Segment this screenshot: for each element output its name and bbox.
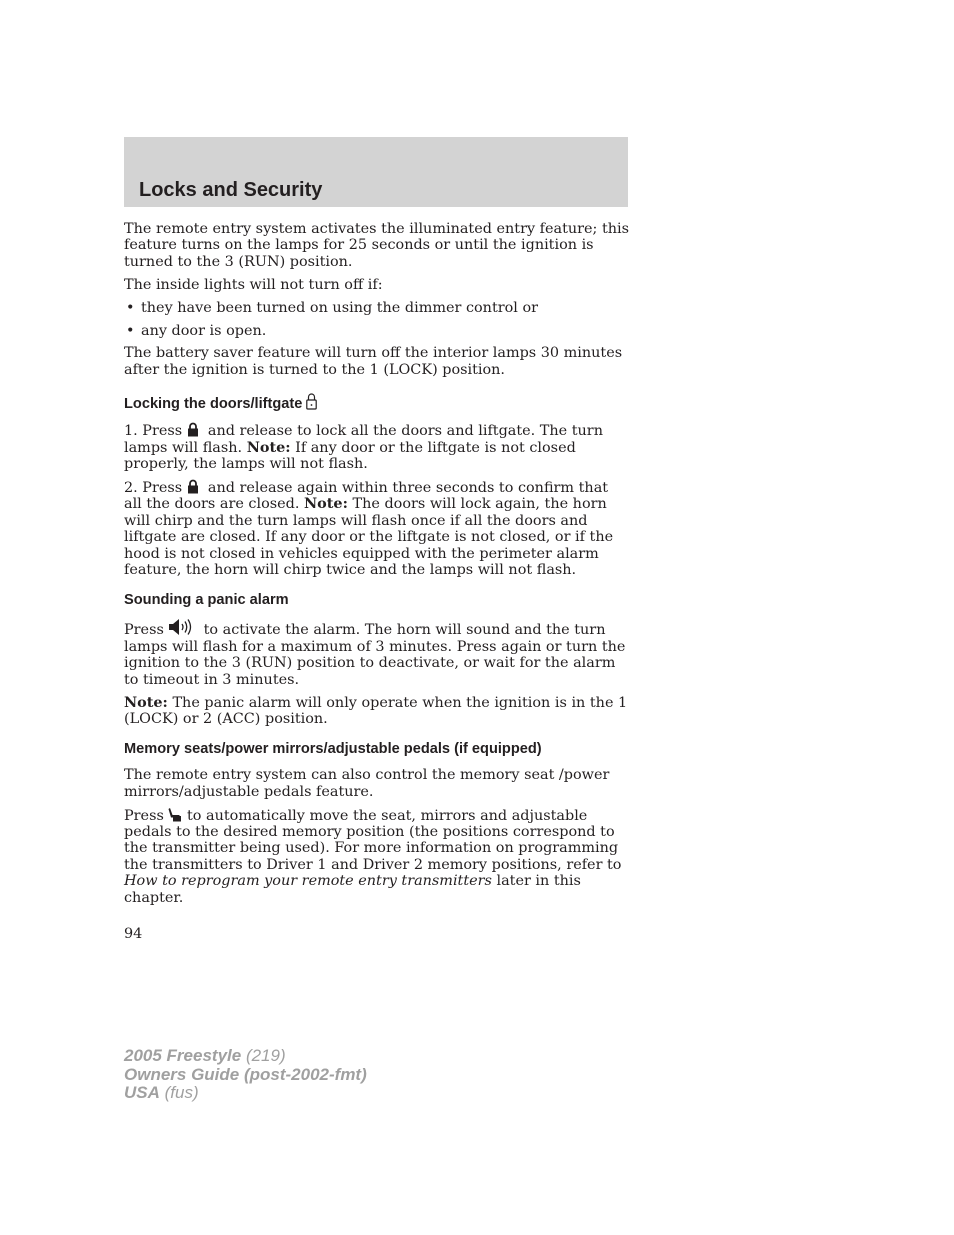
lock-icon: [187, 479, 199, 494]
note-label: Note:: [124, 693, 168, 711]
intro-paragraph-1: The remote entry system activates the illuminated entry feature; this feature turns on the lamps for 25 seconds or until the ignition is turned to the 3 (RUN) position.: [124, 221, 629, 270]
locking-step-1: 1. Press and release to lock all the doors and liftgate. The turn lamps will flash. Note: If any door or the liftgate is not closed properly, the lamps will not flash.: [124, 423, 603, 473]
horn-speaker-icon: [168, 618, 194, 636]
document-footer: [124, 1047, 367, 1103]
intro-paragraph-3: The battery saver feature will turn off the interior lamps 30 minutes after the ignition is turned to the 1 (LOCK) position.: [124, 345, 623, 378]
panic-note: Note: The panic alarm will only operate when the ignition is in the 1 (LOCK) or 2 (ACC) position.: [124, 693, 628, 727]
memory-heading: Memory seats/power mirrors/adjustable pedals (if equipped): [124, 741, 542, 758]
section-title: Locks and Security: [139, 179, 323, 201]
page-content: [124, 221, 630, 913]
locking-heading: [124, 392, 630, 413]
bullet-list: [124, 300, 630, 339]
memory-paragraph-2: Press to automatically move the seat, mirrors and adjustable pedals to the desired memory position (the positions correspond to the transmitter being used). For more information on programming the transmitters to Driver 1 and Driver 2 memory positions, refer to How to reprogram your remote entry transmitters later in this chapter.: [124, 807, 622, 906]
footer-line-1: 2005 Freestyle (219): [124, 1046, 286, 1065]
locking-step-2: 2. Press and release again within three seconds to confirm that all the doors are closed. Note: The doors will lock again, the horn will chirp and the turn lamps will flash once if all the doors and liftgate are closed. If any door or the liftgate is not closed, or if the hood is not closed in vehicles equipped with the perimeter alarm feature, the horn will chirp twice and the lamps will not flash.: [124, 479, 614, 578]
reprogram-reference: How to reprogram your remote entry transmitters: [124, 873, 492, 890]
section-header-band: [124, 137, 628, 207]
page-number: 94: [124, 926, 143, 942]
panic-heading: Sounding a panic alarm: [124, 592, 289, 609]
footer-line-2: Owners Guide (post-2002-fmt): [124, 1064, 367, 1084]
list-item: • any door is open.: [124, 323, 630, 339]
lock-icon: [187, 422, 199, 437]
list-item: • they have been turned on using the dimmer control or: [124, 300, 630, 316]
locking-heading-text: Locking the doors/liftgate: [124, 396, 303, 413]
panic-paragraph: Press to activate the alarm. The horn will sound and the turn lamps will flash for a maximum of 3 minutes. Press again or turn the ignition to the 3 (RUN) position to deactivate, or wait for the alarm to timeout in 3 minutes.: [124, 618, 630, 688]
lock-outline-icon: [306, 392, 317, 410]
memory-paragraph-1: The remote entry system can also control the memory seat /power mirrors/adjustable pedals feature.: [124, 767, 610, 800]
note-label: Note:: [246, 438, 291, 456]
note-label: Note:: [304, 495, 348, 513]
seat-memory-icon: [168, 807, 182, 822]
intro-paragraph-2: The inside lights will not turn off if:: [124, 276, 383, 293]
footer-line-3: USA (fus): [124, 1083, 199, 1102]
